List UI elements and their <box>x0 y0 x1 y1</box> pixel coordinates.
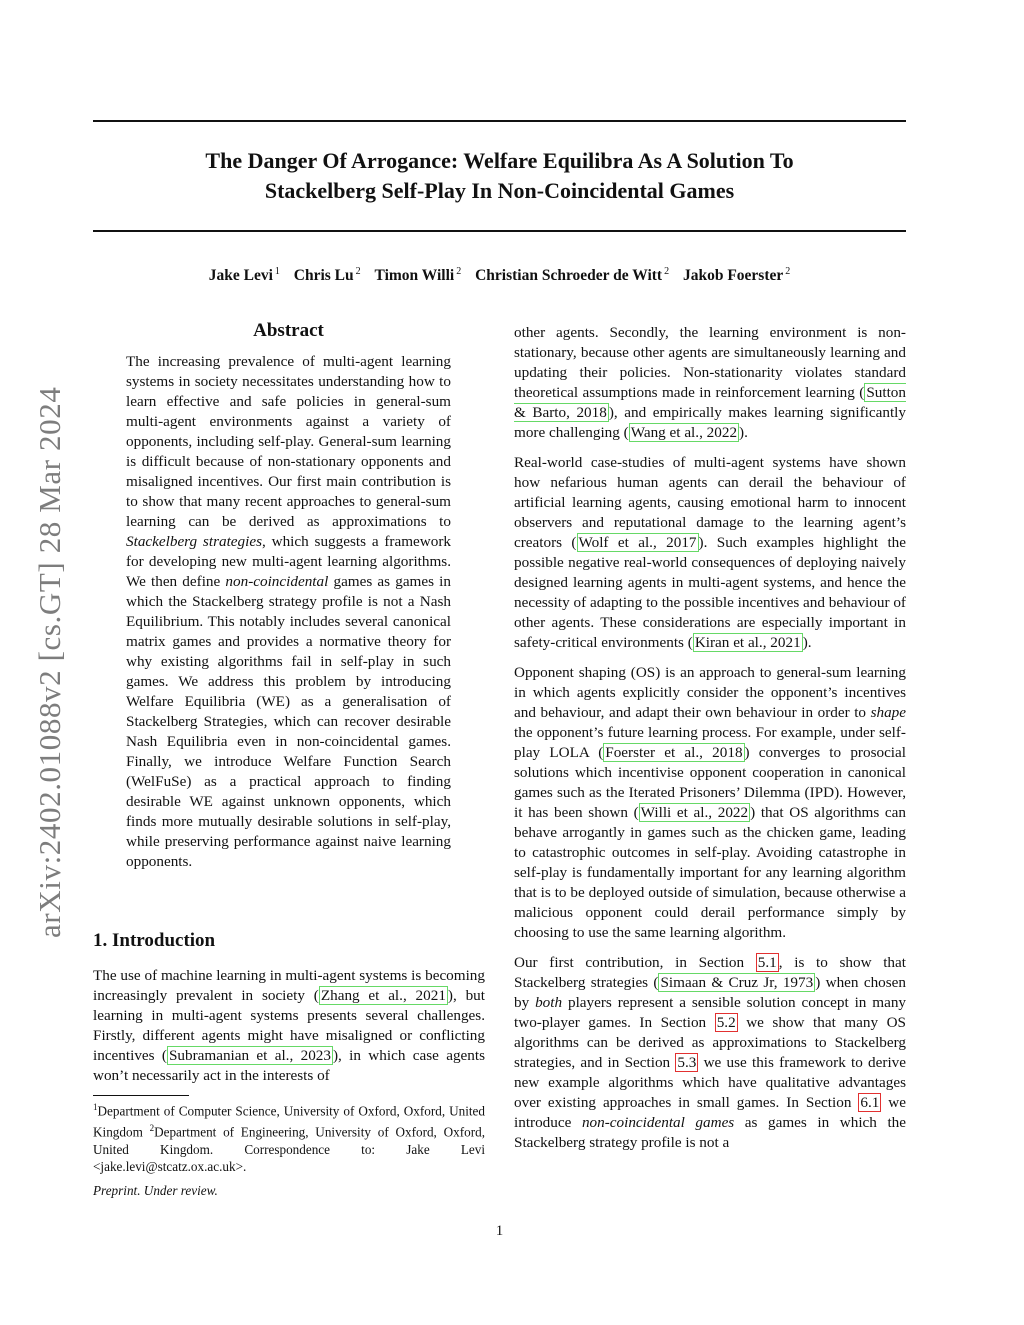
paragraph: Our first contribution, in Section 5.1 , is to show that Stackelberg strategies ( Simaan & Cruz Jr, 1973 ) when chosen by both players represent a sensible solution concept in many two-player games. In Section 5.2 we show that many OS algorithms can be derived as approximations to Stackelberg strategies, and in Section 5.3 we use this framework to derive new example algorithms which have qualitative advantages over existing approaches in small games. In Section 6.1 we introduce non-coincidental games as games in which the Stackelberg strategy profile is not a <box>514 954 907 1151</box>
title-line-1: The Danger Of Arrogance: Welfare Equilibra As A Solution To <box>205 148 794 173</box>
citation-link[interactable]: Zhang et al., 2021 <box>320 987 446 1004</box>
title-line-2: Stackelberg Self-Play In Non-Coincidental Games <box>264 178 735 203</box>
paragraph: Real-world case-studies of multi-agent systems have shown how nefarious human agents can derail the behaviour of artificial learning agents, causing emotional harm to innocent observers and reputational damage to the learning agent’s creators ( Wolf et al., 2017 ). Such examples highlight the possible negative real-world consequences of deploying naively designed learning agents in multi-agent systems, and hence the necessity of adapting to the possible incentives and behaviour of other agents. These considerations are especially important in safety-critical environments ( Kiran et al., 2021 ). <box>514 454 906 651</box>
citation-link[interactable]: Simaan & Cruz Jr, 1973 <box>660 974 814 991</box>
paper-title <box>93 146 906 206</box>
bottom-title-rule <box>93 230 906 232</box>
paragraph: Opponent shaping (OS) is an approach to general-sum learning in which agents explicitly consider the opponent’s incentives and behaviour, and adapt their own behaviour in order to shape the opponent’s future learning process. For example, under self-play LOLA ( Foerster et al., 2018 ) converges to prosocial solutions which incentivise opponent cooperation in canonical games such as the Iterated Prisoners’ Dilemma (IPD). However, it has been shown ( Willi et al., 2022 ) that OS algorithms can behave arrogantly in games such as the chicken game, leading to catastrophic outcomes in self-play. Avoiding catastrophe in self-play is fundamentally important for any learning algorithm that is to be deployed outside of simulation, because otherwise a malicious opponent could derail performance simply by choosing to use the same learning algorithm. <box>514 664 906 941</box>
section-reference-link[interactable]: 5.1 <box>757 954 777 971</box>
page-number: 1 <box>495 1223 504 1239</box>
top-rule <box>93 120 906 122</box>
section-heading-introduction: 1. Introduction <box>93 930 216 951</box>
author-list <box>93 266 906 285</box>
section-reference-link[interactable]: 5.2 <box>716 1014 736 1031</box>
section-reference-link[interactable]: 6.1 <box>860 1094 880 1111</box>
abstract-heading: Abstract <box>253 320 324 341</box>
introduction-text: The use of machine learning in multi-agent systems is becoming increasingly prevalent in society ( Zhang et al., 2021 ), but learning in multi-agent systems presents several challenges. Firstly, different agents might have misaligned or conflicting incentives ( Subramanian et al., 2023 ), in which case agents won’t necessarily act in the interests of <box>93 967 486 1084</box>
author: Jakob Foerster $^2$ <box>682 266 791 285</box>
citation-link[interactable]: Wang et al., 2022 <box>630 424 738 441</box>
citation-link[interactable]: Sutton & Barto, 2018 <box>514 384 906 421</box>
section-reference-link[interactable]: 5.3 <box>677 1054 697 1071</box>
preprint-notice: Preprint. Under review. <box>93 1183 218 1198</box>
author: Chris Lu $^2$ <box>293 266 361 285</box>
arxiv-identifier: arXiv:2402.01088v2 [cs.GT] 28 Mar 2024 <box>32 386 67 938</box>
citation-link[interactable]: Subramanian et al., 2023 <box>168 1047 331 1064</box>
author: Timon Willi $^2$ <box>374 266 462 285</box>
right-column <box>514 323 906 1163</box>
citation-link[interactable]: Kiran et al., 2021 <box>694 634 801 651</box>
author: Jake Levi $^1$ <box>208 266 280 285</box>
author: Christian Schroeder de Witt $^2$ <box>475 266 670 285</box>
affiliation-footnote: $^1$Department of Computer Science, University of Oxford, Oxford, United Kingdom $^2$Department of Engineering, University of Oxford, Oxford, United Kingdom. Correspondence to: Jake Levi <jake.levi@stcatz.ox.ac.uk>. <box>93 1102 485 1175</box>
footnote-divider <box>93 1095 189 1096</box>
citation-link[interactable]: Willi et al., 2022 <box>640 804 749 821</box>
abstract-text: The increasing prevalence of multi-agent learning systems in society necessitates understanding how to learn effective and safe policies in general-sum multi-agent environments against a variety of opponents, including self-play. General-sum learning is difficult because of non-stationary opponents and misaligned incentives. Our first main contribution is to show that many recent approaches to general-sum learning can be derived as approximations to Stackelberg strategies, which suggests a framework for developing new multi-agent learning algorithms. We then define non-coincidental games as games in which the Stackelberg strategy profile is not a Nash Equilibrium. This notably includes several canonical matrix games and provides a normative theory for why existing algorithms fail in self-play in such games. We address this problem by introducing Welfare Equilibria (WE) as a generalisation of Stackelberg Strategies, which can recover desirable Nash Equilibria even in non-coincidental games. Finally, we introduce Welfare Function Search (WelFuSe) as a practical approach to finding desirable WE against unknown opponents, which finds more mutually desirable solutions in self-play, while preserving performance against naive learning opponents. <box>126 353 451 870</box>
paragraph: other agents. Secondly, the learning environment is non-stationary, because other agents are simultaneously learning and updating their policies. Non-stationarity violates standard theoretical assumptions made in reinforcement learning ( Sutton & Barto, 2018 ), and empirically makes learning significantly more challenging ( Wang et al., 2022 ). <box>514 324 906 441</box>
citation-link[interactable]: Wolf et al., 2017 <box>578 534 697 551</box>
citation-link[interactable]: Foerster et al., 2018 <box>605 744 743 761</box>
